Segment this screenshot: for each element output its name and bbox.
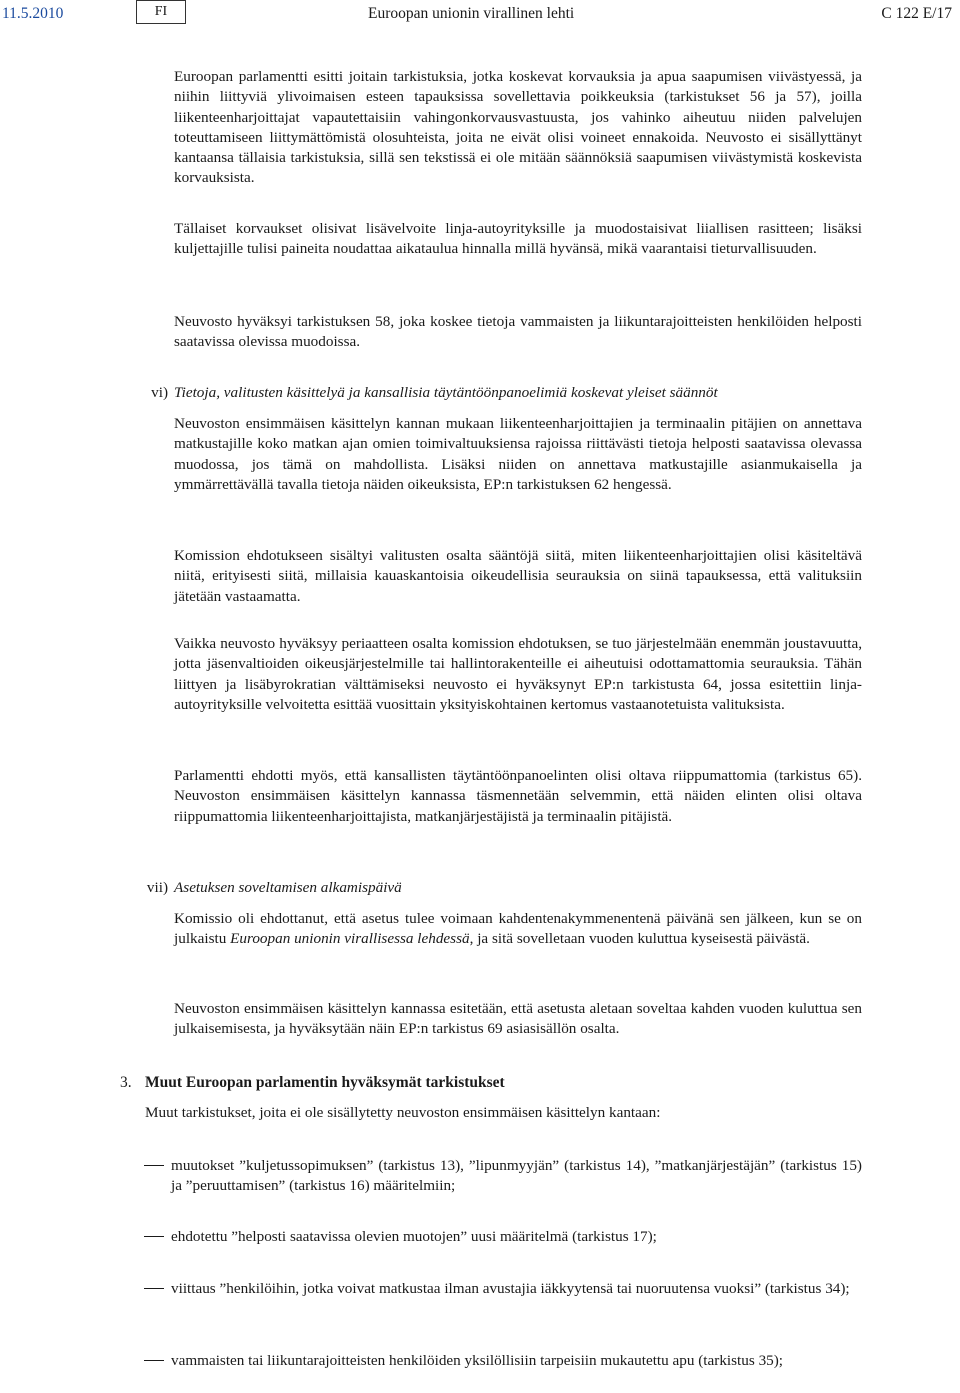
list-dash xyxy=(144,1279,164,1299)
paragraph-flexibility: Vaikka neuvosto hyväksyy periaatteen osalta komission ehdotuksen, se tuo järjestelmään enemmän joustavuutta, jotta jäsenvaltioiden oikeusjärjestelmille tai hallintorakenteille ei aiheutuisi odottamattomia seurauksia. Tähän liittyen ja lisäbyrokratian välttämiseksi neuvosto ei hyväksynyt EP:n tarkistusta 64, jossa esitettiin linja-autoyrityksille velvoitetta esittää vuosittain yksityiskohtainen kertomus vastaanotetuista valituksista. xyxy=(174,635,862,713)
list-dash xyxy=(144,1156,164,1176)
subsection-number-vii: vii) xyxy=(146,879,168,896)
paragraph-complaints: Komission ehdotukseen sisältyi valitusten osalta sääntöjä siitä, miten liikenteenharjoittajien olisi käsiteltävä niitä, erityisesti siitä, millaisia kauaskantoisia oikeudellisia seurauksia on siinä tapauksessa, että valituksiin jätetään vastaamatta. xyxy=(174,547,862,605)
subsection-number-vi: vi) xyxy=(151,384,168,401)
list-dash xyxy=(144,1351,164,1371)
paragraph-burden: Tällaiset korvaukset olisivat lisävelvoite linja-autoyrityksille ja muodostaisivat liiallisen rasitteen; lisäksi kuljettajille tulisi paineita noudattaa aikataulua hinnalla millä hyvänsä, mikä vaarantaisi tieturvallisuuden. xyxy=(174,220,862,258)
section-number-3: 3. xyxy=(120,1074,132,1091)
subsection-title-vii: Asetuksen soveltamisen alkamispäivä xyxy=(174,879,402,896)
list-item: viittaus ”henkilöihin, jotka voivat matkustaa ilman avustajia iäkkyytensä tai nuoruutensa vuoksi” (tarkistus 34); xyxy=(171,1280,850,1297)
list-item: ehdotettu ”helposti saatavissa olevien muotojen” uusi määritelmä (tarkistus 17); xyxy=(171,1228,657,1245)
paragraph-compensation: Euroopan parlamentti esitti joitain tarkistuksia, jotka koskevat korvauksia ja apua saapumisen viivästyessä, ja niihin liittyviä ylivoimaisen esteen tapauksissa sovellettavia poikkeuksia (tarkistukset 56 ja 57), joilla liikenteenharjoittajat vapautettaisiin vahingonkorvausvastuusta, jos vahinko aiheutuu niiden palvelujen toteuttamiseen liittymättömistä olosuhteista, joita ne eivät olisi voineet ennakoida. Neuvosto ei sisällyttänyt kantaansa tällaisia tarkistuksia, sillä sen tekstissä ei ole mitään säännöksiä saapumisen viivästymistä koskevista korvauksista. xyxy=(174,68,862,187)
list-dash xyxy=(144,1227,164,1247)
list-item: vammaisten tai liikuntarajoitteisten henkilöiden yksilöllisiin tarpeisiin mukautettu apu (tarkistus 35); xyxy=(171,1352,784,1369)
paragraph-information: Neuvoston ensimmäisen käsittelyn kannan mukaan liikenteenharjoittajien ja terminaalin pitäjien on annettava matkustajille koko matkan ajan omien toimivaltuuksiensa rajoissa riittävästi tietoja helposti saatavissa olevassa muodossa, jos tämä on mahdollista. Lisäksi niiden on annettava matkustajille asianmukaisella ja ymmärrettävällä tavalla tietoja näiden oikeuksista, EP:n tarkistuksen 62 hengessä. xyxy=(174,415,862,493)
section-title-3: Muut Euroopan parlamentin hyväksymät tarkistukset xyxy=(145,1074,505,1091)
journal-name-italic: Euroopan unionin virallisessa lehdessä xyxy=(230,930,470,948)
subsection-title-vi: Tietoja, valitusten käsittelyä ja kansallisia täytäntöönpanoelimiä koskevat yleiset säännöt xyxy=(174,384,718,401)
paragraph-entry-into-force: Komissio oli ehdottanut, että asetus tulee voimaan kahdentenakymmenentenä päivänä sen jälkeen, kun se on julkaistu Euroopan unionin virallisessa lehdessä, ja sitä sovelletaan vuoden kuluttua kyseisestä päivästä. xyxy=(174,910,862,948)
publication-date: 11.5.2010 xyxy=(2,5,64,22)
paragraph-accessible-info: Neuvosto hyväksyi tarkistuksen 58, joka koskee tietoja vammaisten ja liikuntarajoitteisten henkilöiden helposti saatavissa olevissa muodoissa. xyxy=(174,313,862,351)
paragraph-enforcement-bodies: Parlamentti ehdotti myös, että kansallisten täytäntöönpanoelinten olisi oltava riippumattomia (tarkistus 65). Neuvoston ensimmäisen käsittelyn kannassa täsmennetään selvemmin, että näiden elinten olisi oltava riippumattomia liikenteenharjoittajista, matkanjärjestäjistä ja terminaalin pitäjistä. xyxy=(174,767,862,825)
language-badge: FI xyxy=(136,0,186,24)
page-reference: C 122 E/17 xyxy=(881,5,952,22)
journal-title: Euroopan unionin virallinen lehti xyxy=(368,5,575,22)
paragraph-application-date: Neuvoston ensimmäisen käsittelyn kannassa esitetään, että asetusta aletaan soveltaa kahden vuoden kuluttua sen julkaisemisesta, ja hyväksytään näin EP:n tarkistus 69 asiasisällön osalta. xyxy=(174,1000,862,1038)
section-intro-3: Muut tarkistukset, joita ei ole sisällytetty neuvoston ensimmäisen käsittelyn kantaan: xyxy=(145,1104,661,1121)
page-header xyxy=(0,0,960,28)
list-item: muutokset ”kuljetussopimuksen” (tarkistus 13), ”lipunmyyjän” (tarkistus 14), ”matkanjärjestäjän” (tarkistus 15) ja ”peruuttamisen” (tarkistus 16) määritelmiin; xyxy=(171,1157,862,1195)
